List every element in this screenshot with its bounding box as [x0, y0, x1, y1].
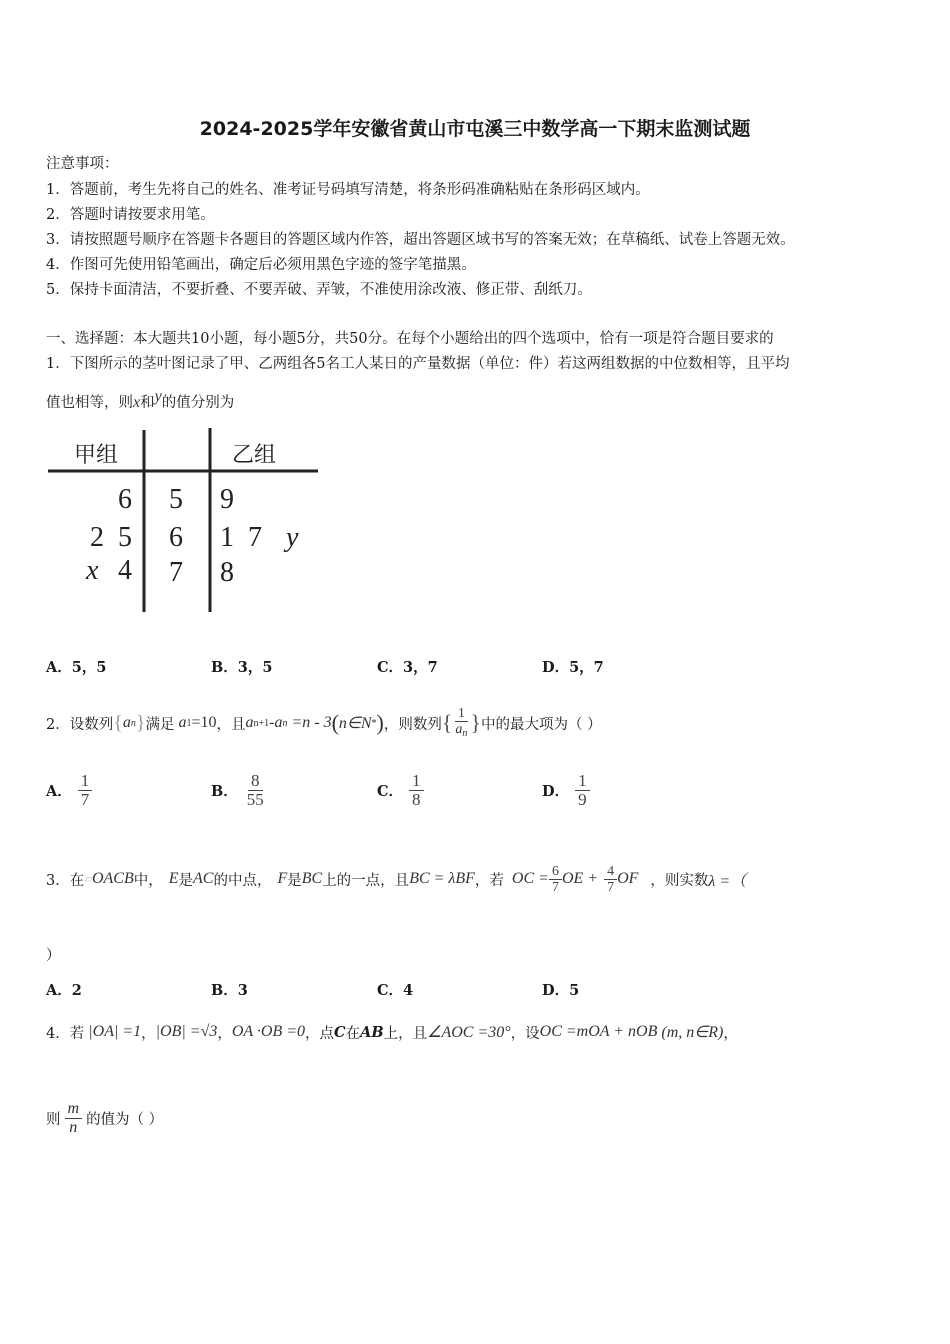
q3-close-paren: ） [46, 948, 61, 964]
q2-option-b[interactable]: B． $\frac{8}{55}$ [211, 771, 264, 809]
q2-option-c[interactable]: C． $\frac{1}{8}$ [377, 772, 424, 809]
left-leaf: 6 [118, 484, 132, 515]
right-leaf: 1 7 [220, 522, 262, 553]
q2-stem: 2．设数列 { a n } 满足 a 1 =10 ，且 a n+1 - a n =n - 3 ( n∈N * ) ，则数列 { $\frac{1}{a_n}$ } 中的最大项为（ ） [46, 705, 602, 739]
section-heading: 一、选择题：本大题共10小题，每小题5分，共50分。在每个小题给出的四个选项中，恰有一项是符合题目要求的 [46, 331, 774, 347]
notice-item: 4．作图可先使用铅笔画出，确定后必须用黑色字迹的签字笔描黑。 [46, 257, 476, 273]
notice-item: 1．答题前，考生先将自己的姓名、准考证号码填写清楚，将条形码准确粘贴在条形码区域内。 [46, 182, 650, 198]
q1-option-b[interactable]: B．3，5 [211, 659, 273, 676]
page-title: 2024-2025学年安徽省黄山市屯溪三中数学高一下期末监测试题 [199, 118, 751, 140]
right-header: 乙组 [232, 442, 277, 467]
stem-value: 6 [169, 522, 183, 553]
right-leaf: 9 [220, 484, 234, 515]
notice-item: 2．答题时请按要求用笔。 [46, 207, 215, 223]
q4-stem: 4．若 |OA| =1 ， |OB| =√3 ， OA ·OB =0 ，点 C 在 AB 上，且 ∠AOC =30° ，设 OC =mOA + nOB (m, n∈R) ， [46, 1023, 738, 1042]
stem-leaf-plot [46, 426, 336, 621]
right-leaf: 8 [220, 557, 234, 588]
q1-option-c[interactable]: C．3，7 [377, 659, 438, 676]
right-var: y [286, 522, 299, 553]
left-var: x [86, 555, 99, 586]
q3-option-d[interactable]: D．5 [542, 982, 580, 999]
q2-option-d[interactable]: D． $\frac{1}{9}$ [542, 772, 590, 809]
q3-option-b[interactable]: B．3 [211, 982, 248, 999]
q2-seq-fraction: $\frac{1}{a_n}$ [455, 705, 468, 739]
left-leaf: 2 5 [90, 522, 132, 553]
left-leaf: 4 [118, 555, 132, 586]
q1-option-d[interactable]: D．5，7 [542, 659, 604, 676]
q2-option-a[interactable]: A． $\frac{1}{7}$ [46, 772, 92, 809]
left-header: 甲组 [74, 442, 119, 467]
q1-option-a[interactable]: A．5，5 [46, 659, 107, 676]
q1-line1: 1．下图所示的茎叶图记录了甲、乙两组各5名工人某日的产量数据（单位：件）若这两组数据的中位数相等，且平均 [46, 356, 790, 372]
stem-value: 5 [169, 484, 183, 515]
notice-item: 5．保持卡面清洁，不要折叠、不要弄破、弄皱，不准使用涂改液、修正带、刮纸刀。 [46, 282, 592, 298]
q3-stem: 3．在 ▱ OACB 中， E 是 AC 的中点， F 是 BC 上的一点，且 BC = λBF ，若 OC = $\frac{6}{7}$ OE + $\frac{4}{7}$ OF ，则实数 λ =（ [46, 863, 747, 895]
q1-line2: 值也相等，则x和y的值分别为 [46, 388, 235, 411]
notice-item: 3．请按照题号顺序在答题卡各题目的答题区域内作答，超出答题区域书写的答案无效；在草稿纸、试卷上答题无效。 [46, 232, 795, 248]
notice-heading: 注意事项： [46, 156, 119, 172]
q3-option-c[interactable]: C．4 [377, 982, 414, 999]
stem-value: 7 [169, 557, 183, 588]
q4-ask: 则 $\frac{m}{n}$ 的值为（ ） [46, 1100, 164, 1136]
q3-option-a[interactable]: A．2 [46, 982, 82, 999]
